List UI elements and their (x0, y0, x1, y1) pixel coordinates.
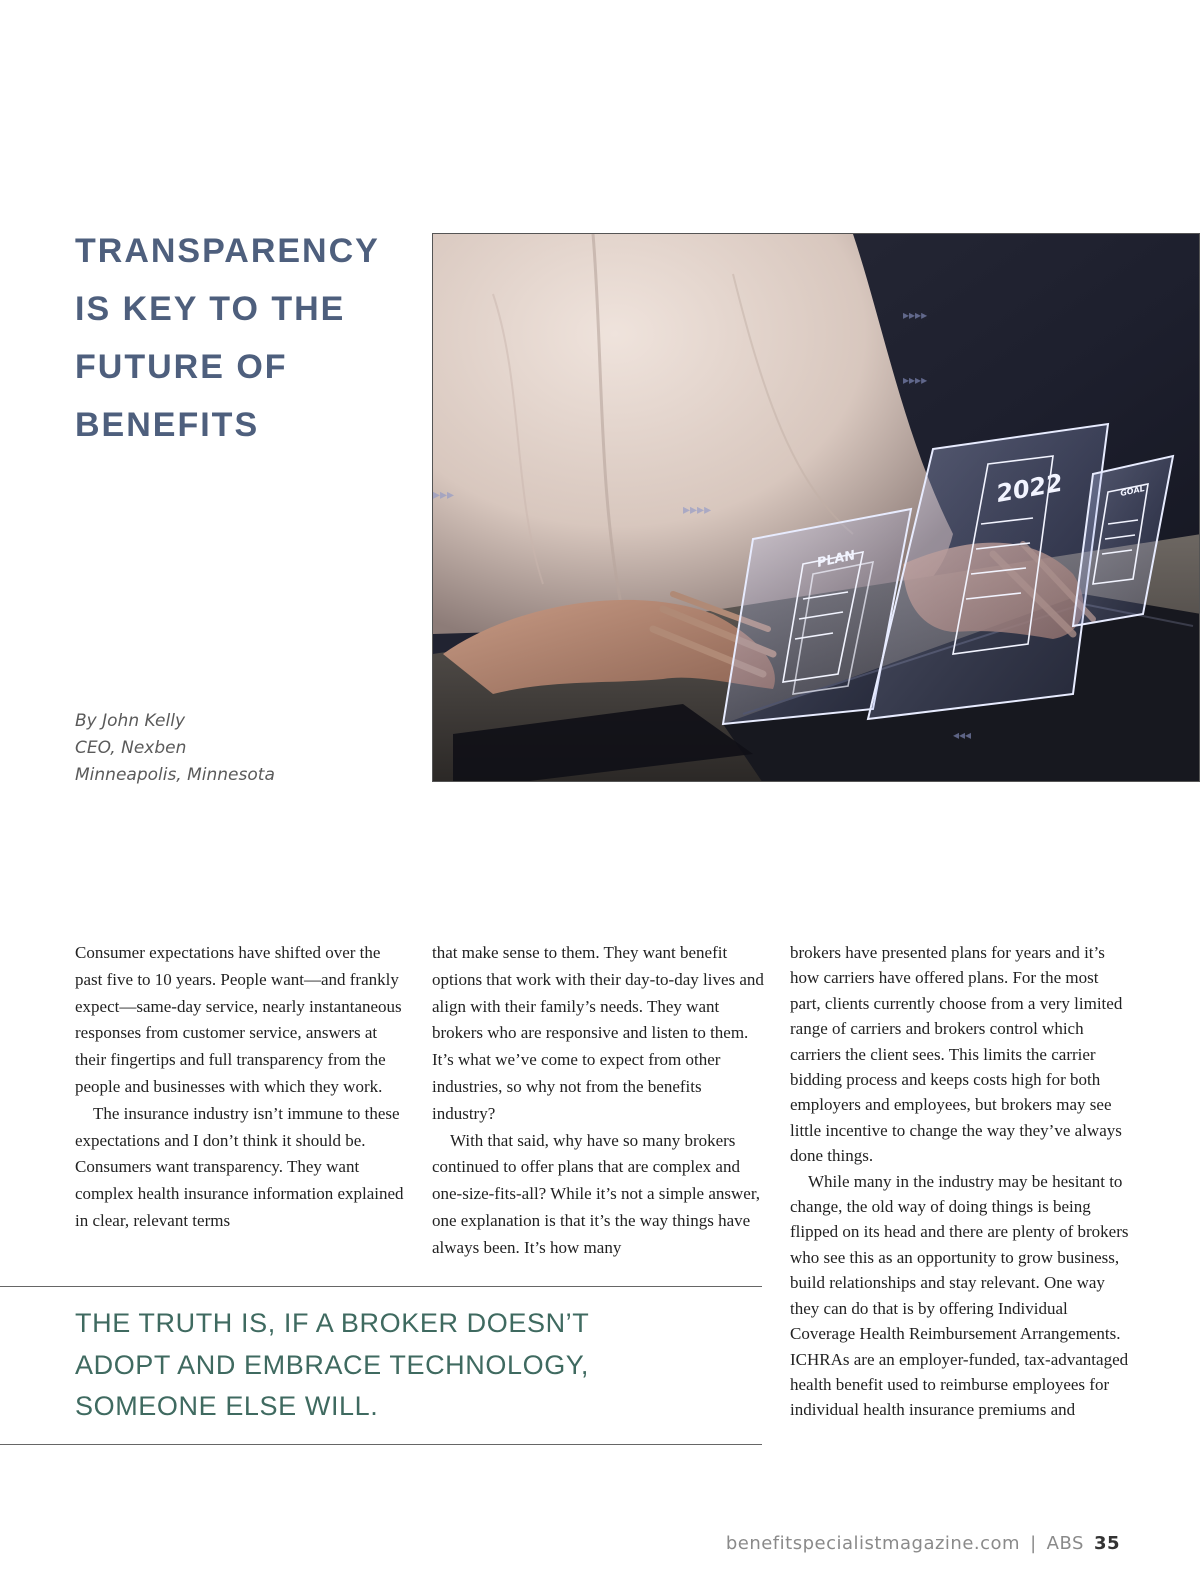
title-line-1: TRANSPARENCY (75, 232, 380, 270)
svg-text:▸▸▸▸: ▸▸▸▸ (903, 373, 928, 387)
byline (75, 708, 275, 789)
footer-publication: ABS (1046, 1533, 1084, 1554)
hero-label-year: 2022 (994, 468, 1065, 508)
svg-text:◂◂◂: ◂◂◂ (953, 728, 972, 742)
article-title (75, 222, 415, 454)
page-number: 35 (1093, 1533, 1120, 1554)
pullquote-line-2: ADOPT AND EMBRACE TECHNOLOGY, (75, 1349, 590, 1380)
svg-text:▸▸▸▸: ▸▸▸▸ (683, 502, 712, 518)
pullquote-line-3: SOMEONE ELSE WILL. (75, 1391, 379, 1421)
col1-paragraph-2: The insurance industry isn’t immune to these expectations and I don’t think it should be. Consumers want transparency. They want complex health insurance information explained in clear, relevant terms (75, 1103, 404, 1230)
col3-paragraph-1: brokers have presented plans for years and it’s how carriers have offered plans. For the most part, clients currently choose from a very limited range of carriers and brokers control which carriers the client sees. This limits the carrier bidding process and keeps costs high for both employers and employees, but brokers may see little incentive to change the way they’ve always done things. (790, 943, 1123, 1166)
hero-photo-illustration (433, 234, 1200, 782)
hero-photo (432, 233, 1200, 782)
body-column-1 (75, 940, 410, 1235)
col3-paragraph-2: While many in the industry may be hesitant to change, the old way of doing things is being flipped on its head and there are plenty of brokers who see this as an opportunity to grow business, build relationships and stay relevant. One way they can do that is by offering Individual Coverage Health Reimbursement Arrangements. ICHRAs are an employer-funded, tax-advantaged health benefit used to reimburse employees for individual health insurance premiums and (790, 1171, 1129, 1420)
byline-location: Minneapolis, Minnesota (75, 765, 275, 785)
col1-paragraph-1: Consumer expectations have shifted over the past five to 10 years. People want—and frankly expect—same-day service, nearly instantaneous responses from customer service, answers at their fingertips and full transparency from the people and businesses with which they work. (75, 943, 402, 1096)
hero-label-goal: GOAL (1119, 484, 1146, 498)
col2-paragraph-1: that make sense to them. They want benefit options that work with their day-to-day lives and align with their family’s needs. They want brokers who are responsive and listen to them. It’s what we’ve come to expect from other industries, so why not from the benefits industry? (432, 943, 764, 1123)
pullquote-rule-bottom (0, 1444, 762, 1445)
pullquote-line-1: THE TRUTH IS, IF A BROKER DOESN’T (75, 1308, 590, 1338)
pullquote (75, 1303, 735, 1428)
byline-role: CEO, Nexben (75, 738, 187, 758)
footer-site: benefitspecialistmagazine.com (725, 1533, 1021, 1554)
page-footer (726, 1533, 1120, 1554)
svg-text:▸▸▸▸: ▸▸▸▸ (903, 308, 928, 322)
byline-author: By John Kelly (75, 711, 186, 731)
title-line-4: BENEFITS (75, 406, 260, 444)
hero-label-plan: PLAN (815, 548, 857, 571)
pullquote-rule-top (0, 1286, 762, 1287)
footer-separator: | (1030, 1533, 1037, 1554)
body-column-3 (790, 940, 1130, 1423)
svg-text:▸▸▸: ▸▸▸ (433, 487, 455, 503)
title-line-2: IS KEY TO THE (75, 290, 346, 328)
col2-paragraph-2: With that said, why have so many brokers continued to offer plans that are complex and one-size-fits-all? While it’s not a simple answer, one explanation is that it’s the way things have always been. It’s how many (432, 1130, 761, 1257)
title-line-3: FUTURE OF (75, 348, 288, 386)
body-column-2 (432, 940, 767, 1262)
